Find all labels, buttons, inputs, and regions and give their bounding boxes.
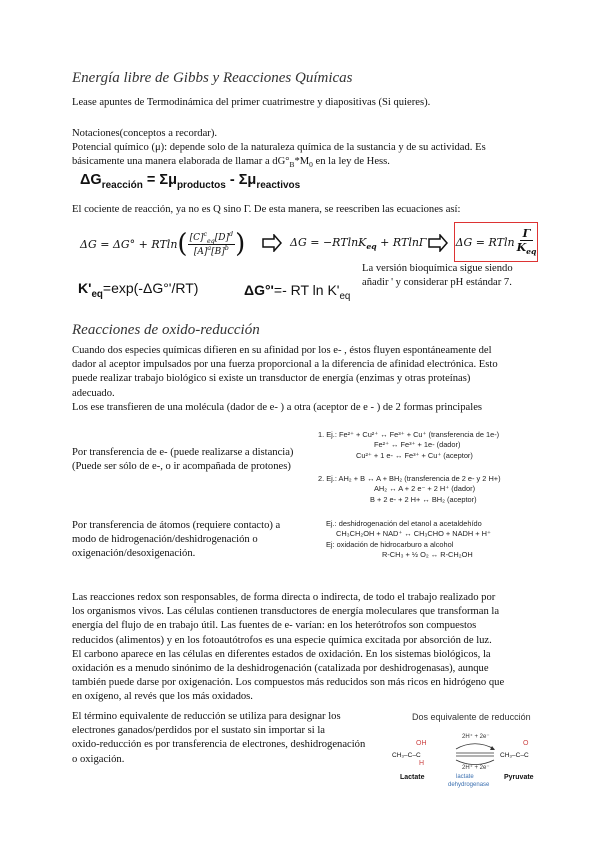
eq3-den-sub: eq <box>526 247 537 257</box>
text-quotient: El cociente de reacción, ya no es Q sino Γ. De esta manera, se reescriben las ecuaciones así: <box>72 204 461 215</box>
diagram-h: H <box>419 760 425 767</box>
equation-1 <box>80 226 245 262</box>
eq1-paren-right: ) <box>235 229 246 259</box>
eq3-fraction <box>517 227 537 256</box>
implies-arrow-icon-1 <box>262 234 282 252</box>
equation-3-box <box>454 222 538 262</box>
text-biochem-note <box>362 262 513 290</box>
eq1-den-a: [A] <box>193 247 208 258</box>
diagram-ch3-right: CH₃–C–C <box>500 752 529 759</box>
biochem-note-line2: añadir ' y considerar pH estándar 7. <box>362 277 512 289</box>
diagram-bottom-label: 2H⁺ + 2e⁻ <box>462 765 490 771</box>
para1-line: adecuado. <box>72 387 115 399</box>
diagram-lactate: Lactate <box>400 774 425 781</box>
heading-redox: Reacciones de oxido-reducción <box>72 322 260 338</box>
eq2-tail: + RTlnΓ <box>376 236 427 249</box>
diagram-title: Dos equivalente de reducción <box>412 712 531 722</box>
potential-sub: B <box>289 160 295 170</box>
paragraph-redox-intro <box>72 344 542 415</box>
text-notations: Notaciones(conceptos a recordar). <box>72 128 218 139</box>
ex3-line: R-CH₃ + ½ O₂ ↔ R-CH₂OH <box>382 550 473 560</box>
potential-line1: Potencial químico (μ): depende solo de la naturaleza química de la sustancia y de su actividad. Es <box>72 142 486 153</box>
para2-line: Las reacciones redox son responsables, de forma directa o indirecta, de todo el trabajo realizado por <box>72 592 496 603</box>
ex2-line: AH₂ ↔ A + 2 e⁻ + 2 H⁺ (dador) <box>374 484 476 494</box>
para3-line: El término equivalente de reducción se utiliza para designar los <box>72 711 341 722</box>
eq1-num-c-sup: c <box>203 230 208 238</box>
eq1-denominator <box>192 245 231 257</box>
implies-arrow-icon-2 <box>428 234 448 252</box>
para1-line: dador al aceptor impulsados por una fuerza proporcional a la diferencia de afinidad electrónica. Esto <box>72 359 498 371</box>
diagram-oh: OH <box>416 740 427 747</box>
transfer-atoms-line: Por transferencia de átomos (requiere contacto) a <box>72 520 281 531</box>
eq1-num-c-sub: eq <box>207 237 215 245</box>
eq-minus: - Σμ <box>225 172 257 188</box>
eq1-den-b: [B] <box>211 247 225 258</box>
example-1 <box>318 430 499 461</box>
eq1-den-a-sup: a <box>207 245 212 253</box>
potential-sub2: 0 <box>309 160 313 170</box>
ex1-line: Cu²⁺ + 1 e- ↔ Fe³⁺ + Cu⁺ (aceptor) <box>356 450 473 460</box>
equation-keq <box>78 280 198 300</box>
ex1-line: Fe²⁺ ↔ Fe³⁺ + 1e- (dador) <box>374 440 461 450</box>
eq1-num-d: [D] <box>214 232 230 243</box>
para2-line: los organismos vivos. Las células contienen transductores de energía moleculares que transforman la <box>72 606 500 618</box>
keq-expr: =exp(-ΔG°'/RT) <box>102 280 199 296</box>
eq2-main: ΔG = −RTlnK <box>290 236 367 249</box>
eq-lhs-sub: reacción <box>101 179 143 191</box>
para1-line: puede realizar trabajo biológico si existe un transductor de energía (enzimas y otras proteínas) <box>72 373 471 385</box>
para2-line: oxidación es a menudo sinónimo de la deshidrogenación (catalizada por deshidrogenasas), aunque <box>72 663 489 675</box>
dg-prime-sub: eq <box>339 290 351 302</box>
para3-line: electrones ganados/perdidos por el sustato sin importar si la <box>72 725 326 737</box>
lactate-diagram <box>392 712 552 802</box>
transfer-electrons-line2: (Puede ser sólo de e-, o ir acompañada de protones) <box>72 461 291 473</box>
para2-line: en oxígeno, al revés que los más oxidados. <box>72 691 253 703</box>
eq3-left: ΔG = RTln <box>455 235 515 249</box>
paragraph-redox-details <box>72 591 547 705</box>
potential-line2c: en la ley de Hess. <box>312 156 390 168</box>
eq1-num-d-sup: d <box>229 230 234 238</box>
ex3-line: CH₃CH₂OH + NAD⁺ ↔ CH₃CHO + NADH + H⁺ <box>336 529 491 539</box>
para3-line: oxido-reducción es por transferencia de electrones, deshidrogenación <box>72 739 366 751</box>
ex3-line: Ej: oxidación de hidrocarburo a alcohol <box>326 539 454 549</box>
eq2-sub: eq <box>366 242 377 252</box>
paragraph-reduction-equivalent <box>72 710 392 767</box>
transfer-atoms-line: oxigenación/desoxigenación. <box>72 548 196 560</box>
transfer-atoms-line: modo de hidrogenación/deshidrogenación o <box>72 534 258 546</box>
diagram-enzyme-1: lactate <box>456 774 474 780</box>
dg-prime-expr: =- RT ln K' <box>273 282 340 298</box>
potential-line2b: *M <box>294 156 310 168</box>
keq-sub: eq <box>91 288 103 300</box>
heading-gibbs: Energía libre de Gibbs y Reacciones Químicas <box>72 70 353 86</box>
keq-label: K' <box>78 280 92 296</box>
eq1-paren-left: ( <box>177 229 188 259</box>
para2-line: reducidos (alimentos) y en los fotoautótrofos es una especie química excitada por absorción de luz. <box>72 634 492 646</box>
para3-line: o oxigación. <box>72 753 125 765</box>
para1-line: Cuando dos especies químicas difieren en su afinidad por los e- , éstos fluyen espontáneamente del <box>72 345 492 356</box>
para1-line: Los ese transfieren de una molécula (dador de e- ) a otra (aceptor de e - ) de 2 formas principales <box>72 401 483 413</box>
eq1-fraction <box>188 231 236 258</box>
text-potential <box>72 141 542 173</box>
equation-gibbs-main <box>80 172 300 191</box>
equation-dg-prime <box>244 282 350 302</box>
para2-line: El carbono aparece en las células en diferentes estados de oxidación. En los sistemas biológicos, la <box>72 648 491 660</box>
diagram-pyruvate: Pyruvate <box>504 774 534 781</box>
eq1-left: ΔG = ΔG° + RTln <box>80 237 178 251</box>
eq-rhs-sub: reactivos <box>256 179 301 191</box>
para2-line: energía del flujo de en trabajo útil. Las fuentes de e- varían: en los heterótrofos son compuestos <box>72 620 477 632</box>
eq3-den-k: K <box>516 241 527 255</box>
diagram-enzyme-2: dehydrogenase <box>448 782 490 788</box>
eq1-den-b-sup: b <box>224 245 229 253</box>
eq-lhs: ΔG <box>80 172 102 188</box>
eq3-den <box>517 241 537 256</box>
text-line-read: Lease apuntes de Termodinámica del primer cuatrimestre y diapositivas (Si quieres). <box>72 97 431 108</box>
eq1-numerator <box>188 231 236 246</box>
example-2 <box>318 474 501 505</box>
biochem-note-line1: La versión bioquímica sigue siendo <box>362 263 513 274</box>
para2-line: también puede darse por oxigenación. Los compuestos más reducidos son más ricos en hidrógeno que <box>72 677 505 689</box>
diagram-o: O <box>523 740 529 747</box>
equation-2 <box>290 236 427 251</box>
ex2-line: 2. Ej.: AH₂ + B ↔ A + BH₂ (transferencia de 2 e- y 2 H+) <box>318 474 501 483</box>
eq-mid-sub: productos <box>176 179 226 191</box>
eq1-num-c: [C] <box>189 232 204 243</box>
ex1-line: 1. Ej.: Fe²⁺ + Cu²⁺ ↔ Fe³⁺ + Cu⁺ (transferencia de 1e-) <box>318 430 500 439</box>
dg-prime-label: ΔG°' <box>244 282 274 298</box>
diagram-ch3-left: CH₃–C–C <box>392 752 421 759</box>
eq3-num: Γ <box>520 227 534 241</box>
example-3 <box>326 519 491 561</box>
equilibrium-arrow-icon <box>454 740 498 766</box>
text-transfer-atoms <box>72 519 280 562</box>
transfer-electrons-line1: Por transferencia de e- (puede realizarse a distancia) <box>72 447 294 458</box>
text-transfer-electrons <box>72 446 293 474</box>
diagram-top-label: 2H⁺ + 2e⁻ <box>462 734 490 740</box>
potential-line2: básicamente una manera elaborada de llamar a dG° <box>72 156 290 168</box>
eq-mid: = Σμ <box>142 172 177 188</box>
ex3-line: Ej.: deshidrogenación del etanol a acetaldehído <box>326 519 482 528</box>
ex2-line: B + 2 e- + 2 H+ ↔ BH₂ (aceptor) <box>370 494 477 504</box>
